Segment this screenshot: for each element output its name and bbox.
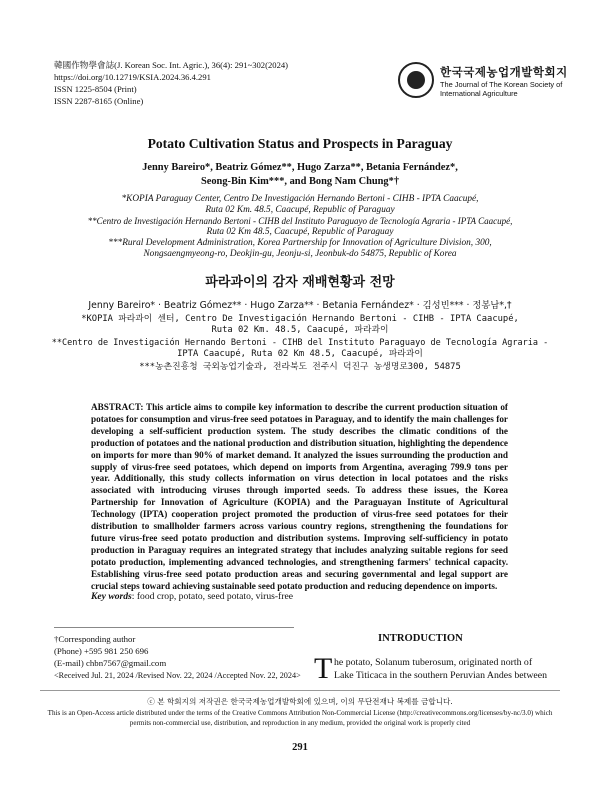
keywords-text: : food crop, potato, seed potato, virus-free <box>131 591 293 602</box>
affiliation-ko-2: Ruta 02 Km. 48.5, Caacupé, 파라과이 <box>211 325 389 335</box>
intro-dropcap: T <box>314 652 333 685</box>
journal-citation: 韓國作物學會誌(J. Korean Soc. Int. Agric.), 36(4): 291~302(2024) <box>54 60 289 70</box>
affiliation-en-3: **Centro de Investigación Hernando Bertoni - CIHB del Instituto Paraguayo de Tecnología Agraria - IPTA Caacupé, <box>87 216 513 226</box>
authors-en-line1: Jenny Bareiro*, Beatriz Gómez**, Hugo Zarza**, Betania Fernández*, <box>142 162 458 173</box>
affiliation-en-5: ***Rural Development Administration, Korea Partnership for Innovation of Agriculture Division, 300, <box>108 238 492 248</box>
logo-korean-name: 한국국제농업개발학회지 <box>440 65 568 79</box>
footer-rule <box>40 690 560 691</box>
footnote-rule <box>54 627 294 628</box>
affiliation-en-4: Ruta 02 Km 48.5, Caacupé, Republic of Paraguay <box>206 227 394 237</box>
keywords <box>91 591 508 602</box>
society-logo <box>398 62 568 102</box>
copyright-ko: ⓒ 본 학회지의 저작권은 한국국제농업개발학회에 있으며, 이의 무단전재나 복제를 금합니다. <box>147 697 453 706</box>
authors-ko: Jenny Bareiro* · Beatriz Gómez** · Hugo Zarza** · Betania Fernández* · 김성빈*** · 정봉남*,† <box>88 300 512 311</box>
page-number: 291 <box>292 742 308 753</box>
keywords-label: Key words <box>91 591 132 602</box>
affiliation-ko-5: ***농촌진흥청 국외농업기술과, 전라북도 전주시 덕진구 농생명로300, 54875 <box>139 362 461 372</box>
corresponding-author: †Corresponding author <box>54 634 136 644</box>
affiliation-en-6: Nongsaengmyeong-ro, Deokjin-gu, Jeonju-si, Jeonbuk-do 54875, Republic of Korea <box>143 249 457 259</box>
article-title-ko: 파라과이의 감자 재배현황과 전망 <box>205 275 395 290</box>
logo-english-name: The Journal of The Korean Society of International Agriculture <box>440 80 563 98</box>
issn-print: ISSN 1225-8504 (Print) <box>54 84 137 94</box>
received-dates: <Received Jul. 21, 2024 /Revised Nov. 22, 2024 /Accepted Nov. 22, 2024> <box>54 671 301 680</box>
license-line-1: This is an Open-Access article distributed under the terms of the Creative Commons Attribution Non-Commercial License (http://creativecommons.org/licenses/by-nc/3.0) which <box>47 709 553 717</box>
affiliation-ko-3: **Centro de Investigación Hernando Bertoni - CIHB del Instituto Paraguayo de Tecnología Agraria - <box>51 338 549 348</box>
license-line-2: permits non-commercial use, distribution, and reproduction in any medium, provided the original work is properly cited <box>129 719 471 727</box>
affiliation-ko-4: IPTA Caacupé, Ruta 02 Km 48.5, Caacupé, 파라과이 <box>177 349 423 359</box>
society-emblem-icon <box>398 62 434 98</box>
corresponding-phone: (Phone) +595 981 250 696 <box>54 646 149 656</box>
abstract-text: This article aims to compile key information to describe the current production situation of potatoes for consumption and virus-free seed potatoes in Paraguay, and to identify the main challenges for developing a self-sufficient production system. The study describes the climatic conditions of the production of potatoes and the national production and distribution situation, highlighting the dependence on imports for more than 90% of market demand. It analyzed the issues surrounding the production and supply of virus-free seed potatoes, which depend on imports from Argentina, averaging 799.9 tons per year. Additionally, this study collects information on virus detection in local potatoes and the risks associated with introducing viruses through imported seeds. To address these issues, the Korea Partnership for Innovation of Agriculture (KOPIA) and the Paraguayan Institute of Agricultural Technology (IPTA) cooperation project promoted the production of virus-free seed potatoes for their distribution to smallholder farmers across various country regions, strengthening the foundations for future virus-free seed potato production and distribution systems. Improving self-sufficiency in potato production in Paraguay requires an integrated strategy that includes analyzing suitable regions for seed potato production, implementing advanced technologies, and strengthening farmers' technical capacity. Establishing virus-free seed potato production areas and securing governmental and legal support are crucial steps toward achieving sustainable seed potato production and reducing dependence on imports. <box>91 402 509 591</box>
affiliation-en-1: *KOPIA Paraguay Center, Centro De Investigación Hernando Bertoni - CIHB - IPTA Caacupé, <box>121 194 479 204</box>
doi-link[interactable]: https://doi.org/10.12719/KSIA.2024.36.4.291 <box>54 72 211 82</box>
authors-en-line2: Seong-Bin Kim***, and Bong Nam Chung*† <box>200 176 400 187</box>
issn-online: ISSN 2287-8165 (Online) <box>54 96 144 106</box>
introduction-heading: INTRODUCTION <box>378 633 463 644</box>
affiliation-en-2: Ruta 02 Km. 48.5, Caacupé, Republic of Paraguay <box>205 205 395 215</box>
intro-line-2: Lake Titicaca in the southern Peruvian Andes between <box>334 670 548 681</box>
intro-line-1: he potato, Solanum tuberosum, originated north of <box>334 657 533 668</box>
abstract <box>91 402 508 593</box>
article-title-en: Potato Cultivation Status and Prospects in Paraguay <box>147 136 453 151</box>
corresponding-email[interactable]: (E-mail) chbn7567@gmail.com <box>54 658 167 668</box>
abstract-label: ABSTRACT: <box>91 402 144 412</box>
affiliation-ko-1: *KOPIA 파라과이 센터, Centro De Investigación Hernando Bertoni - CIHB - IPTA Caacupé, <box>81 314 519 324</box>
